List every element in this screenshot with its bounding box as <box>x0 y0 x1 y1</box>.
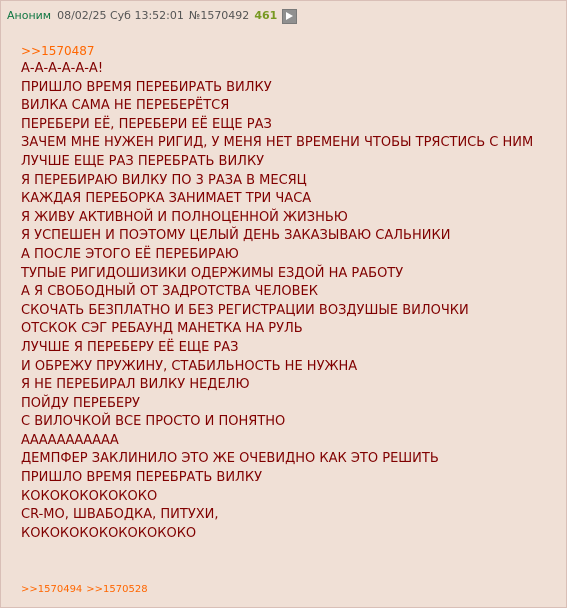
post-text-line: ПОЙДУ ПЕРЕБЕРУ <box>21 395 140 411</box>
post-text <box>21 60 561 543</box>
play-button[interactable] <box>282 9 297 24</box>
quote-link[interactable]: >>1570487 <box>21 44 95 58</box>
post-text-line: КАЖДАЯ ПЕРЕБОРКА ЗАНИМАЕТ ТРИ ЧАСА <box>21 191 312 207</box>
post-body <box>21 44 561 543</box>
reply-link[interactable]: >>1570494 <box>21 584 83 595</box>
replies-list <box>21 583 152 597</box>
post-author: Аноним <box>7 9 52 22</box>
post-header <box>7 8 297 24</box>
post-date: 08/02/25 Суб 13:52:01 <box>57 9 184 22</box>
reply-count: 461 <box>254 9 278 22</box>
post-text-line: ПРИШЛО ВРЕМЯ ПЕРЕБРАТЬ ВИЛКУ <box>21 470 262 486</box>
post-text-line: ААААААААААА <box>21 432 119 448</box>
post-text-line: СКОЧАТЬ БЕЗПЛАТНО И БЕЗ РЕГИСТРАЦИИ ВОЗДУШЫЕ ВИЛОЧКИ <box>21 302 469 318</box>
post-text-line: ЛУЧШЕ Я ПЕРЕБЕРУ ЕЁ ЕЩЕ РАЗ <box>21 339 239 355</box>
post-text-line: ОТСКОК СЭГ РЕБАУНД МАНЕТКА НА РУЛЬ <box>21 321 303 337</box>
post-text-line: ДЕМПФЕР ЗАКЛИНИЛО ЭТО ЖЕ ОЧЕВИДНО КАК ЭТО РЕШИТЬ <box>21 451 439 467</box>
post-text-line: Я УСПЕШЕН И ПОЭТОМУ ЦЕЛЫЙ ДЕНЬ ЗАКАЗЫВАЮ САЛЬНИКИ <box>21 228 451 244</box>
post-text-line: ПЕРЕБЕРИ ЕЁ, ПЕРЕБЕРИ ЕЁ ЕЩЕ РАЗ <box>21 116 272 132</box>
post-text-line: КОКОКОКОКОКОКОКОКО <box>21 525 197 541</box>
post-text-line: CR-MO, ШВАБОДКА, ПИТУХИ, <box>21 507 219 523</box>
post-text-line: А ПОСЛЕ ЭТОГО ЕЁ ПЕРЕБИРАЮ <box>21 246 239 262</box>
play-icon <box>286 12 293 20</box>
post-text-line: Я НЕ ПЕРЕБИРАЛ ВИЛКУ НЕДЕЛЮ <box>21 377 250 393</box>
post-text-line: А-А-А-А-А-А! <box>21 61 104 76</box>
post-text-line: ЛУЧШЕ ЕЩЕ РАЗ ПЕРЕБРАТЬ ВИЛКУ <box>21 153 265 169</box>
post-text-line: ВИЛКА САМА НЕ ПЕРЕБЕРЁТСЯ <box>21 98 230 114</box>
post-text-line: ПРИШЛО ВРЕМЯ ПЕРЕБИРАТЬ ВИЛКУ <box>21 79 272 95</box>
post-text-line: А Я СВОБОДНЫЙ ОТ ЗАДРОТСТВА ЧЕЛОВЕК <box>21 284 318 300</box>
post-text-line: ЗАЧЕМ МНЕ НУЖЕН РИГИД, У МЕНЯ НЕТ ВРЕМЕНИ ЧТОБЫ ТРЯСТИСЬ С НИМ <box>21 135 534 151</box>
post-text-line: И ОБРЕЖУ ПРУЖИНУ, СТАБИЛЬНОСТЬ НЕ НУЖНА <box>21 358 358 374</box>
post-text-line: Я ПЕРЕБИРАЮ ВИЛКУ ПО 3 РАЗА В МЕСЯЦ <box>21 172 307 188</box>
post-number[interactable]: №1570492 <box>188 9 250 22</box>
post-text-line: ТУПЫЕ РИГИДОШИЗИКИ ОДЕРЖИМЫ ЕЗДОЙ НА РАБОТУ <box>21 265 404 281</box>
post-text-line: Я ЖИВУ АКТИВНОЙ И ПОЛНОЦЕННОЙ ЖИЗНЬЮ <box>21 209 348 225</box>
reply-link[interactable]: >>1570528 <box>86 584 148 595</box>
post-text-line: С ВИЛОЧКОЙ ВСЕ ПРОСТО И ПОНЯТНО <box>21 414 286 430</box>
post-text-line: КОКОКОКОКОКОКО <box>21 488 158 504</box>
